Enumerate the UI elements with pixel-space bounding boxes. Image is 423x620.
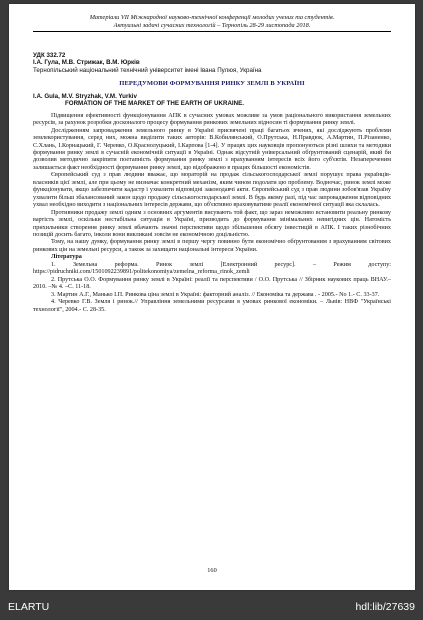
reference-item: 4. Черевко Г.В. Земля і ринок.// Управління земельними ресурсами в умовах ринкової економіки. – Львів: НВФ "Українські технології", 2004.- С. 28-35. (33, 299, 391, 313)
article-body (33, 52, 391, 314)
paragraph: Противники продажу землі одним з основних аргументів висувають той факт, що зараз неможливо встановити реальну ринкову вартість землі, оскільки нестабільна ситуація в Україні, призводить до формування мінімальних невигідних цін. Натомість прихильники створення ринку землі вбачають значні перспективи щодо збільшення обсягу інвестицій в АПК. І таких різнобічних позицій досить багато, інколи вони викликані зовсім не економічною доцільністю. (33, 209, 391, 238)
handle-identifier: hdl:lib/27639 (355, 601, 415, 613)
paragraph: Підвищення ефективності функціонування АПК в сучасних умовах можливе за умов раціонального використання земельних ресурсів, за рахунок розробки досконалого процесу формування ринкових земельних відносин ті формування ринку землі. (33, 112, 391, 127)
authors-ua: І.А. Гула, М.В. Стрижак, В.М. Юркiв (33, 59, 140, 67)
header-line-2: Актуальні задачі сучасних технологій – Тернопіль 28-29 листопада 2018. (113, 22, 311, 29)
title-ua: ПЕРЕДУМОВИ ФОРМУВАННЯ РИНКУ ЗЕМЛІ В УКРАЇНІ (119, 80, 305, 88)
reference-item: 2. Прутська О.О. Формування ринку землі в Україні: реалії та перспективи / О.О. Прутська // Збірник наукових праць ВНАУ.–2010. –№ 4. –С. 11-18. (33, 276, 391, 291)
paragraph: Європейський суд з прав людини вважає, що мораторій на продаж сільськогосподарської землі порушує права українців-власників цієї землі, але при цьому не визначає конкретний механізм, яким чином подолати цю проблему. Водночас, ринок землі може функціонувати, якщо забезпечити кадастр і ухвалити відповідні законодавчі акти. Європейський суд з прав людини зобов'язав Україну ухвалити більш збалансований закон щодо продажу сільськогосподарської землі. В будь якому разі, під час запровадження відповідних ухвал необхідно виходити з національних інтересів держави, що об'єктивно враховуватиме реалії економічної ситуації яка склалась. (33, 172, 391, 209)
document-page (9, 4, 415, 590)
page-number: 160 (207, 567, 217, 574)
udk-code: УДК 332.72 (33, 52, 66, 59)
authors-en: I.A. Gula, M.V. Stryzhak, V.M. Yurkiv (33, 92, 137, 100)
viewer-footer (0, 594, 423, 620)
affiliation: Тернопільський національний технічний університет імені Івана Пулюя, Україна (33, 66, 262, 74)
repository-name: ELARTU (8, 601, 50, 613)
running-header (33, 14, 391, 32)
paragraph: Дослідженням запровадження земельного ринку в Україні присвячені праці багатьох вчених, які досліджують проблеми землекористування, серед них, можна виділити таких авторів: В.Кобилянський, О.Прутська, Н.Правдюк, А.Мартин, П.Різаненко, С.Хлань, І.Корнацький, Г. Черевко, О.Краснолуцький, І.Карпова [1-4]. У працях цих науковців пропонуються різні шляхи та методики формування ринку землі в сучасній економічній ситуації в Україні. Однак відсутній універсальний обґрунтований сценарій, який би дозволив методично закріпити поетапність формування ринку землі з врахуванням інтересів всіх його суб'єктів. Незапереченим залишається факт необхідності формування ринку землі, що відображено в працях більшості економістів. (33, 127, 391, 171)
header-line-1: Матеріали VІІ Міжнародної науково-технічної конференції молодих учених та студентів. (89, 14, 335, 21)
title-en: FORMATION OF THE MARKET OF THE EARTH OF UKRAINE. (65, 100, 244, 108)
paragraph: Тому, на нашу думку, формування ринку землі в першу чергу повинно бути економічно обґрунтованим з врахуванням світових ринкових цін на земельні ресурси, а також за захищати національні інтереси України. (33, 239, 391, 253)
literature-heading: Література (51, 254, 82, 261)
reference-item: 1. Земельна реформа. Ринок землі [Електронний ресурс]. – Режим доступу: https://pidruchniki.com/1501092239891/politekonomiya/zemelna_reforma_rinok_zemli (33, 261, 391, 276)
reference-item: 3. Мартин А.Г., Манько І.П. Ринкова ціна землі в Україні: факторний аналіз. // Економіка та держава . - 2005.- No 1.- С. 33-37. (51, 291, 380, 298)
